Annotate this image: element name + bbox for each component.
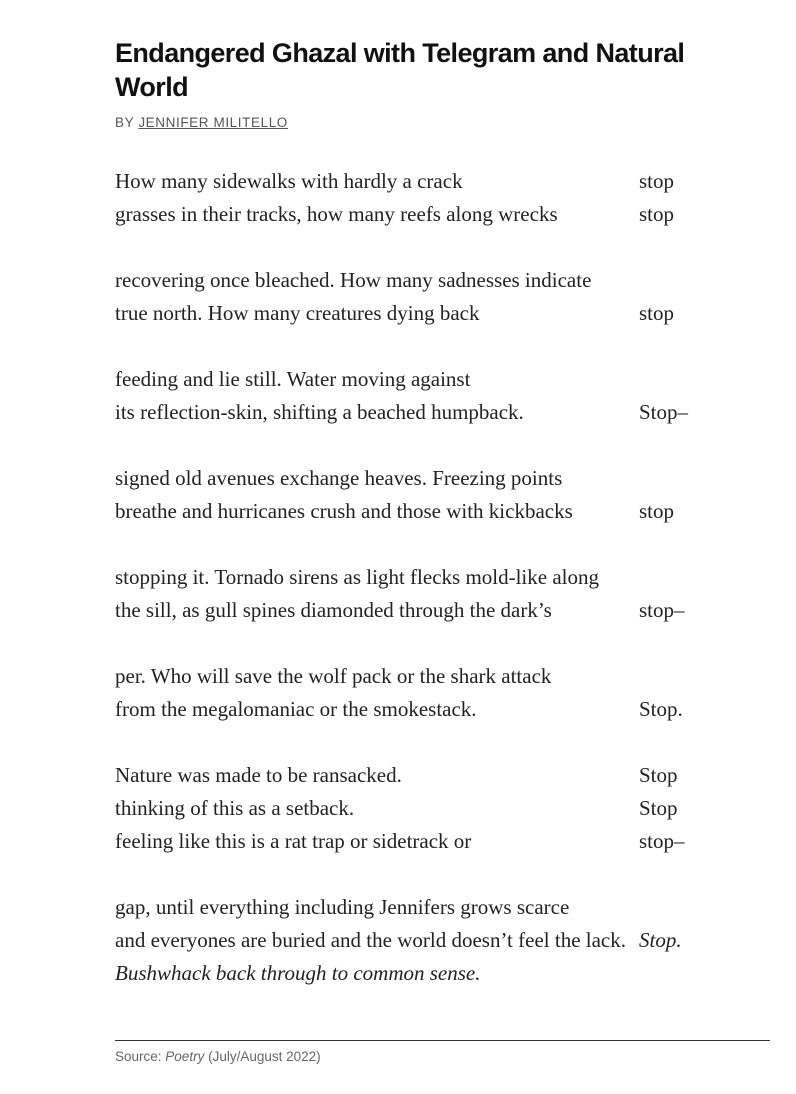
poem-line-text: per. Who will save the wolf pack or the shark attack — [115, 664, 552, 688]
poem-line — [115, 594, 735, 627]
source-date: (July/August 2022) — [208, 1049, 321, 1064]
poem-line — [115, 693, 735, 726]
poem-line-text: feeding and lie still. Water moving against — [115, 367, 471, 391]
poem-line-stop-word: Stop — [639, 763, 678, 787]
poem-line — [115, 660, 735, 693]
poem-line — [115, 495, 735, 528]
poem-line-stop-word: stop– — [639, 598, 685, 622]
poem-line — [115, 825, 735, 858]
poem-line — [115, 297, 735, 330]
poem-line-text: and everyones are buried and the world doesn’t feel the lack. — [115, 928, 626, 952]
poem-line-stop-word: Stop. — [639, 697, 683, 721]
poem-line-text: recovering once bleached. How many sadnesses indicate — [115, 268, 592, 292]
poem-line-text: feeling like this is a rat trap or sidetrack or — [115, 829, 472, 853]
stanza-break — [115, 627, 735, 660]
poem-line-stop-word: Stop– — [639, 400, 689, 424]
source-publication: Poetry — [165, 1049, 205, 1064]
poem-line-text: grasses in their tracks, how many reefs along wrecks — [115, 202, 558, 226]
author-link[interactable]: JENNIFER MILITELLO — [138, 115, 288, 130]
stanza-break — [115, 858, 735, 891]
byline-prefix: BY — [115, 115, 134, 130]
poem-line-stop-word: stop — [639, 169, 675, 193]
poem-line — [115, 957, 735, 990]
poem-body — [115, 165, 735, 990]
poem-line-stop-word: Stop. — [639, 928, 682, 952]
poem-line-text: Bushwhack back through to common sense. — [115, 961, 481, 985]
poem-line-text: Nature was made to be ransacked. — [115, 763, 402, 787]
poem-line-text: from the megalomaniac or the smokestack. — [115, 697, 477, 721]
poem-line-text: its reflection-skin, shifting a beached humpback. — [115, 400, 524, 424]
poem-line-text: true north. How many creatures dying back — [115, 301, 480, 325]
poem-line — [115, 264, 735, 297]
poem-line-text: stopping it. Tornado sirens as light flecks mold-like along — [115, 565, 599, 589]
poem-line-text: breathe and hurricanes crush and those with kickbacks — [115, 499, 573, 523]
stanza-break — [115, 726, 735, 759]
poem-line — [115, 924, 735, 957]
poem-line-stop-word: stop — [639, 499, 675, 523]
poem-line — [115, 792, 735, 825]
poem-line-text: thinking of this as a setback. — [115, 796, 355, 820]
poem-line-stop-word: Stop — [639, 796, 678, 820]
stanza-break — [115, 528, 735, 561]
poem-line — [115, 396, 735, 429]
poem-line — [115, 561, 735, 594]
source-note — [115, 1049, 321, 1064]
poem-line — [115, 198, 735, 231]
poem-header — [115, 36, 770, 130]
stanza-break — [115, 231, 735, 264]
byline — [115, 115, 770, 130]
divider — [115, 1040, 770, 1041]
poem-line-stop-word: stop– — [639, 829, 685, 853]
poem-line-text: the sill, as gull spines diamonded through the dark’s — [115, 598, 552, 622]
poem-line — [115, 891, 735, 924]
source-label: Source: — [115, 1049, 162, 1064]
poem-line-text: signed old avenues exchange heaves. Freezing points — [115, 466, 563, 490]
poem-line — [115, 363, 735, 396]
poem-line-text: How many sidewalks with hardly a crack — [115, 169, 463, 193]
stanza-break — [115, 429, 735, 462]
poem-line-stop-word: stop — [639, 301, 675, 325]
poem-line-stop-word: stop — [639, 202, 675, 226]
poem-line — [115, 462, 735, 495]
poem-line — [115, 759, 735, 792]
poem-line — [115, 165, 735, 198]
page-title: Endangered Ghazal with Telegram and Natural World — [115, 38, 685, 102]
stanza-break — [115, 330, 735, 363]
poem-line-text: gap, until everything including Jennifers grows scarce — [115, 895, 570, 919]
